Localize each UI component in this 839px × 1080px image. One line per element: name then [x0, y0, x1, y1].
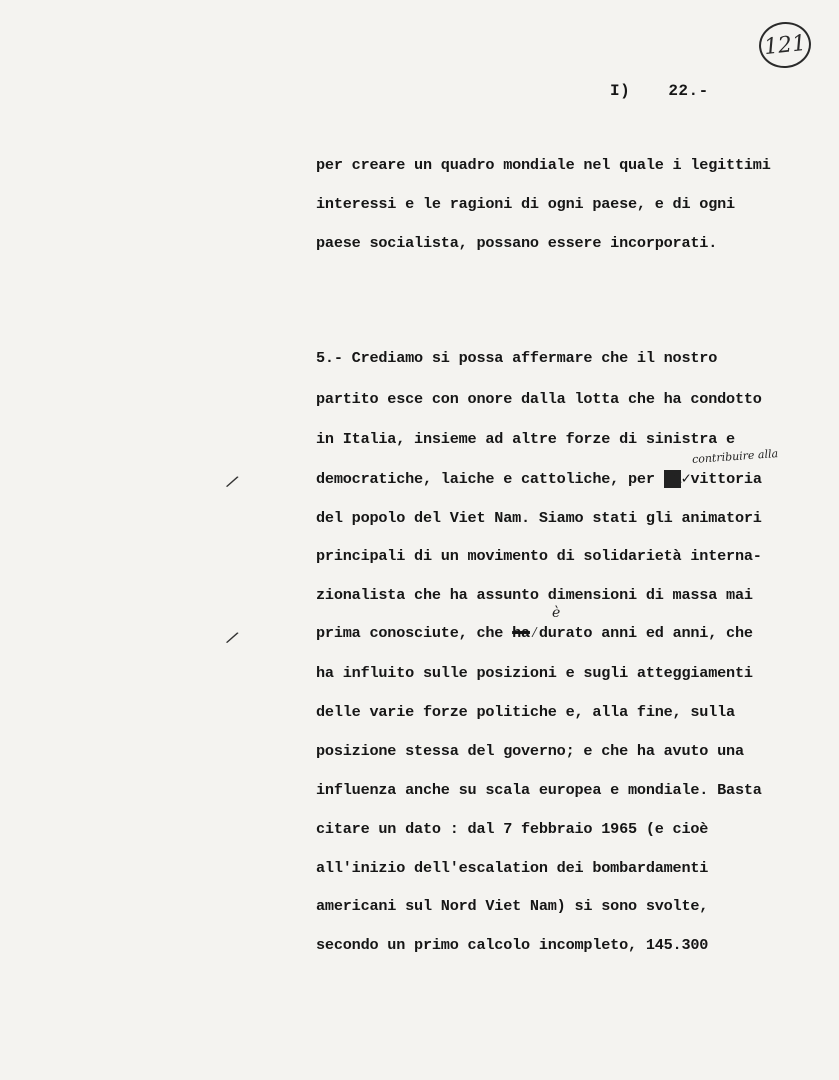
page-header [610, 82, 709, 100]
text-line-corrected [316, 624, 753, 642]
text-line: partito esce con onore dalla lotta che ha condotto [316, 390, 762, 408]
text-line: paese socialista, possano essere incorporati. [316, 234, 718, 252]
line-text-after: durato anni ed anni, che [538, 624, 753, 642]
text-line: principali di un movimento di solidarietà interna- [316, 547, 762, 565]
text-line-corrected [316, 469, 762, 488]
text-line: delle varie forze politiche e, alla fine, sulla [316, 703, 735, 721]
text-line: del popolo del Viet Nam. Siamo stati gli animatori [316, 509, 762, 527]
line-text-before: prima conosciute, che [316, 624, 513, 642]
page-number: 22.- [668, 82, 709, 100]
section-label: I) [610, 82, 631, 100]
line-text-before: democratiche, laiche e cattoliche, per [316, 470, 664, 488]
text-line: per creare un quadro mondiale nel quale i legittimi [316, 156, 771, 174]
text-line: secondo un primo calcolo incompleto, 145.300 [316, 936, 709, 954]
insertion-caret-mark: ⁄ [529, 624, 539, 642]
struck-word: ha [512, 624, 530, 642]
text-line: influenza anche su scala europea e mondiale. Basta [316, 781, 762, 799]
handwritten-insertion: contribuire alla [691, 447, 779, 466]
struck-word: la [663, 470, 682, 488]
text-line: americani sul Nord Viet Nam) si sono svolte, [316, 897, 709, 915]
margin-tick-mark: / [222, 628, 240, 652]
text-line: 5.- Crediamo si possa affermare che il nostro [316, 349, 718, 367]
text-line: ha influito sulle posizioni e sugli atteggiamenti [316, 664, 753, 682]
text-line: all'inizio dell'escalation dei bombardamenti [316, 859, 709, 877]
insertion-caret-mark: ✓ [681, 470, 691, 488]
text-line: in Italia, insieme ad altre forze di sinistra e [316, 430, 735, 448]
text-line: citare un dato : dal 7 febbraio 1965 (e cioè [316, 820, 709, 838]
line-text-after: vittoria [690, 470, 762, 488]
text-line: posizione stessa del governo; e che ha avuto una [316, 742, 744, 760]
page-stamp [757, 19, 814, 70]
handwritten-accent: è [552, 605, 561, 621]
text-line: interessi e le ragioni di ogni paese, e di ogni [316, 195, 735, 213]
text-line: zionalista che ha assunto dimensioni di massa mai [316, 586, 753, 604]
margin-tick-mark: / [222, 472, 240, 496]
stamp-number: 121 [762, 30, 808, 60]
